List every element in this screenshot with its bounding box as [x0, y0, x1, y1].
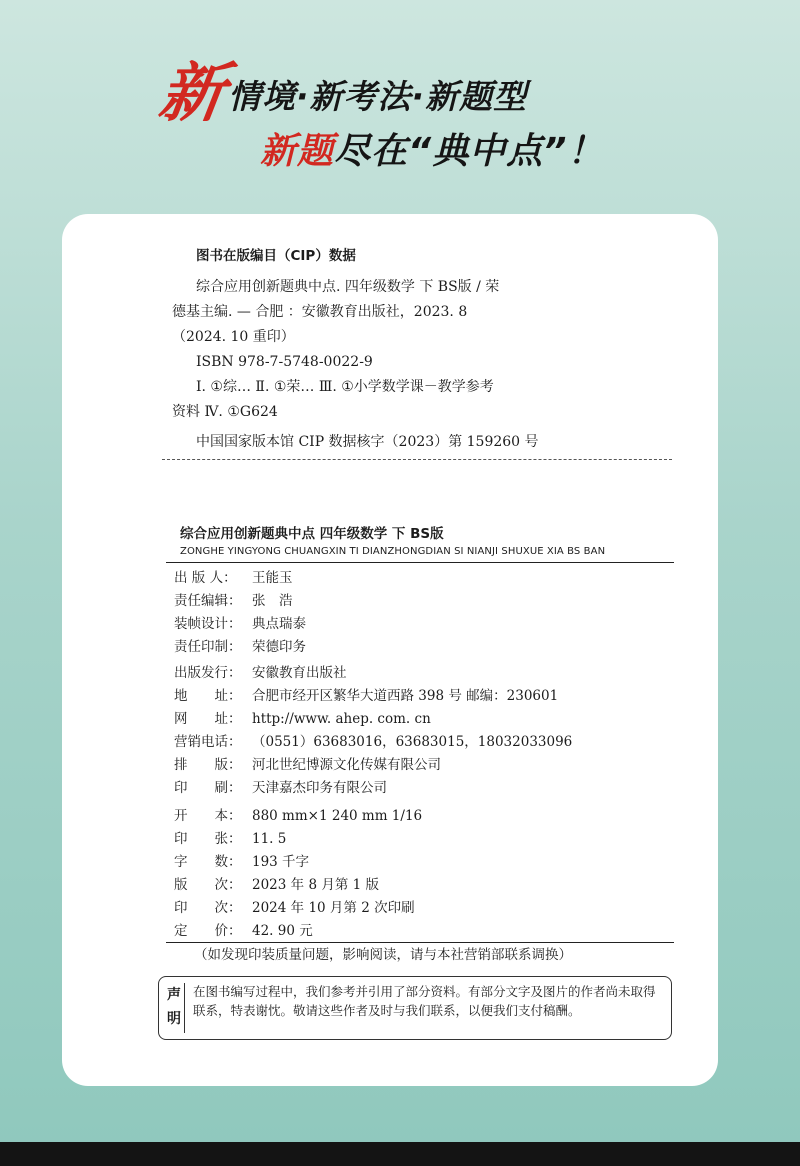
detail-value: 合肥市经开区繁华大道西路 398 号 邮编：230601 — [252, 688, 559, 704]
detail-label: 出 版 人： — [174, 570, 237, 586]
detail-value: 11. 5 — [252, 831, 287, 847]
detail-label: 责任印制： — [174, 639, 242, 655]
slogan-line-2 — [260, 131, 605, 172]
cip-isbn: ISBN 978-7-5748-0022-9 — [196, 354, 373, 370]
dashed-divider — [162, 459, 672, 460]
detail-value: 河北世纪博源文化传媒有限公司 — [252, 757, 441, 773]
detail-label: 责任编辑： — [174, 593, 242, 609]
detail-value: 典点瑞泰 — [252, 616, 306, 632]
slogan-xin: 新 — [154, 57, 230, 131]
slogan-banner — [0, 0, 800, 210]
detail-row — [174, 641, 306, 655]
detail-row — [174, 856, 309, 870]
cip-line-6: 资料 Ⅳ. ①G624 — [172, 404, 278, 420]
scan-bottom-edge — [0, 1142, 800, 1166]
detail-row — [174, 618, 306, 632]
cip-line-1: 综合应用创新题典中点. 四年级数学 下 BS版 / 荣 — [196, 279, 500, 295]
detail-value: 王能玉 — [252, 570, 293, 586]
detail-label: 定 价： — [174, 923, 242, 939]
detail-label: 印 刷： — [174, 780, 242, 796]
detail-row — [174, 572, 293, 586]
cip-line-2: 德基主编. — 合肥 ：安徽教育出版社，2023. 8 — [172, 304, 468, 320]
detail-label: 版 次： — [174, 877, 242, 893]
detail-label: 网 址： — [174, 711, 242, 727]
statement-box — [158, 976, 672, 1040]
detail-label: 印 次： — [174, 900, 242, 916]
detail-value: 安徽教育出版社 — [252, 665, 347, 681]
detail-label: 营销电话： — [174, 734, 242, 750]
detail-label: 排 版： — [174, 757, 242, 773]
detail-label: 字 数： — [174, 854, 242, 870]
detail-row — [174, 925, 313, 939]
detail-value: 193 千字 — [252, 854, 310, 870]
slogan-line-1: 情境·新考法·新题型 — [228, 77, 528, 116]
statement-label — [164, 983, 185, 1033]
slogan-line-2-dark: 尽在“典中点”！ — [334, 131, 605, 172]
detail-value: http://www. ahep. com. cn — [252, 711, 431, 727]
detail-value: 2024 年 10 月第 2 次印刷 — [252, 900, 415, 916]
detail-value: （0551）63683016，63683015，18032033096 — [252, 734, 573, 750]
cip-line-7: 中国国家版本馆 CIP 数据核字（2023）第 159260 号 — [196, 434, 539, 450]
detail-value: 2023 年 8 月第 1 版 — [252, 877, 379, 893]
detail-value: 张 浩 — [252, 593, 293, 609]
detail-value: 880 mm×1 240 mm 1/16 — [252, 808, 423, 824]
detail-row — [174, 902, 415, 916]
detail-row — [174, 690, 558, 704]
detail-row — [174, 595, 293, 609]
cip-title: 图书在版编目（CIP）数据 — [196, 248, 356, 264]
detail-row — [174, 833, 286, 847]
detail-row — [174, 713, 431, 727]
detail-value: 42. 90 元 — [252, 923, 313, 939]
detail-value: 荣德印务 — [252, 639, 306, 655]
detail-row — [174, 759, 441, 773]
detail-label: 开 本： — [174, 808, 242, 824]
detail-row — [174, 667, 347, 681]
statement-label-2: 明 — [167, 1011, 181, 1027]
detail-label: 出版发行： — [174, 665, 242, 681]
detail-row — [174, 782, 387, 796]
detail-label: 装帧设计： — [174, 616, 242, 632]
book-title: 综合应用创新题典中点 四年级数学 下 BS版 — [180, 526, 444, 542]
rule-bottom — [166, 942, 674, 943]
print-quality-notice: （如发现印装质量问题，影响阅读，请与本社营销部联系调换） — [194, 947, 572, 963]
copyright-card — [62, 214, 718, 1086]
detail-label: 印 张： — [174, 831, 242, 847]
statement-label-1: 声 — [167, 987, 181, 1003]
slogan-line-2-red: 新题 — [260, 131, 335, 172]
cip-line-3: （2024. 10 重印） — [172, 329, 295, 345]
detail-row — [174, 879, 379, 893]
rule-top — [166, 562, 674, 563]
detail-label: 地 址： — [174, 688, 242, 704]
cip-line-5: Ⅰ. ①综… Ⅱ. ①荣… Ⅲ. ①小学数学课－教学参考 — [196, 379, 494, 395]
book-pinyin: ZONGHE YINGYONG CHUANGXIN TI DIANZHONGDIAN SI NIANJI SHUXUE XIA BS BAN — [180, 546, 606, 557]
detail-value: 天津嘉杰印务有限公司 — [252, 780, 387, 796]
detail-row — [174, 810, 422, 824]
statement-text: 在图书编写过程中，我们参考并引用了部分资料。有部分文字及图片的作者尚未取得联系，特表谢忱。敬请这些作者及时与我们联系，以便我们支付稿酬。 — [193, 984, 656, 1018]
detail-row — [174, 736, 572, 750]
